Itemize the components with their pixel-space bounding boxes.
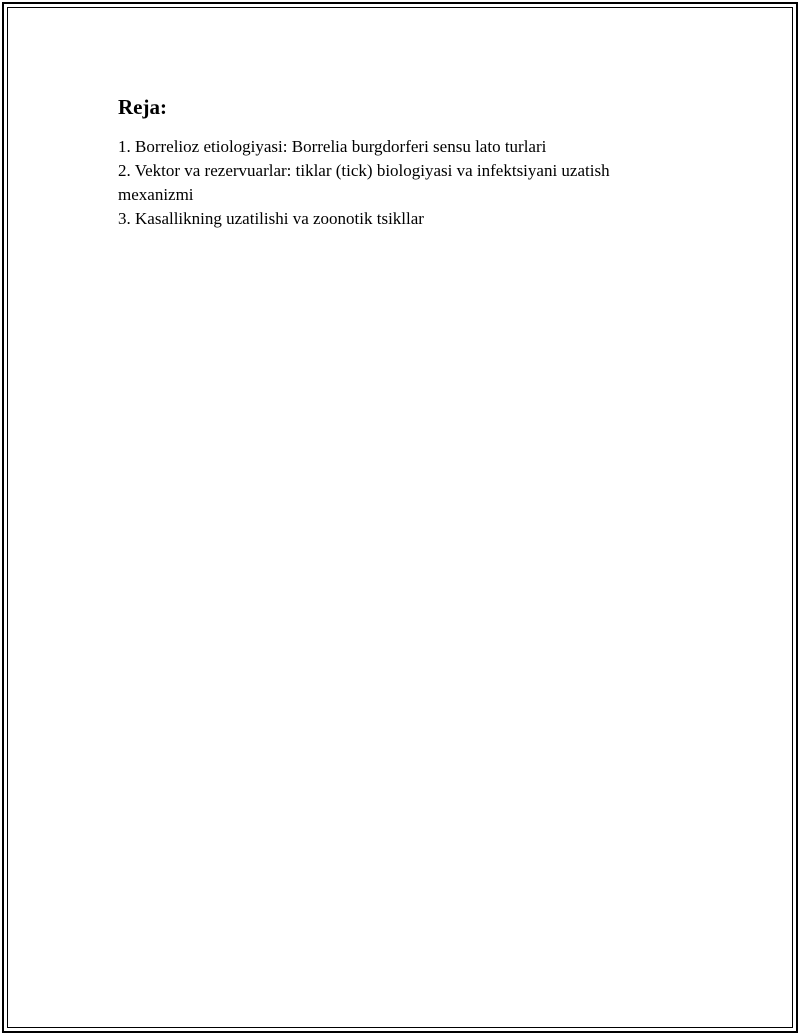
plan-heading: Reja: <box>118 95 167 119</box>
plan-list <box>118 135 678 231</box>
plan-item-1: 1. Borrelioz etiologiyasi: Borrelia burgdorferi sensu lato turlari <box>118 137 547 156</box>
plan-item-3: 3. Kasallikning uzatilishi va zoonotik tsikllar <box>118 209 424 228</box>
plan-item-2: 2. Vektor va rezervuarlar: tiklar (tick) biologiyasi va infektsiyani uzatish mexanizmi <box>118 161 610 204</box>
document-body <box>118 93 678 231</box>
